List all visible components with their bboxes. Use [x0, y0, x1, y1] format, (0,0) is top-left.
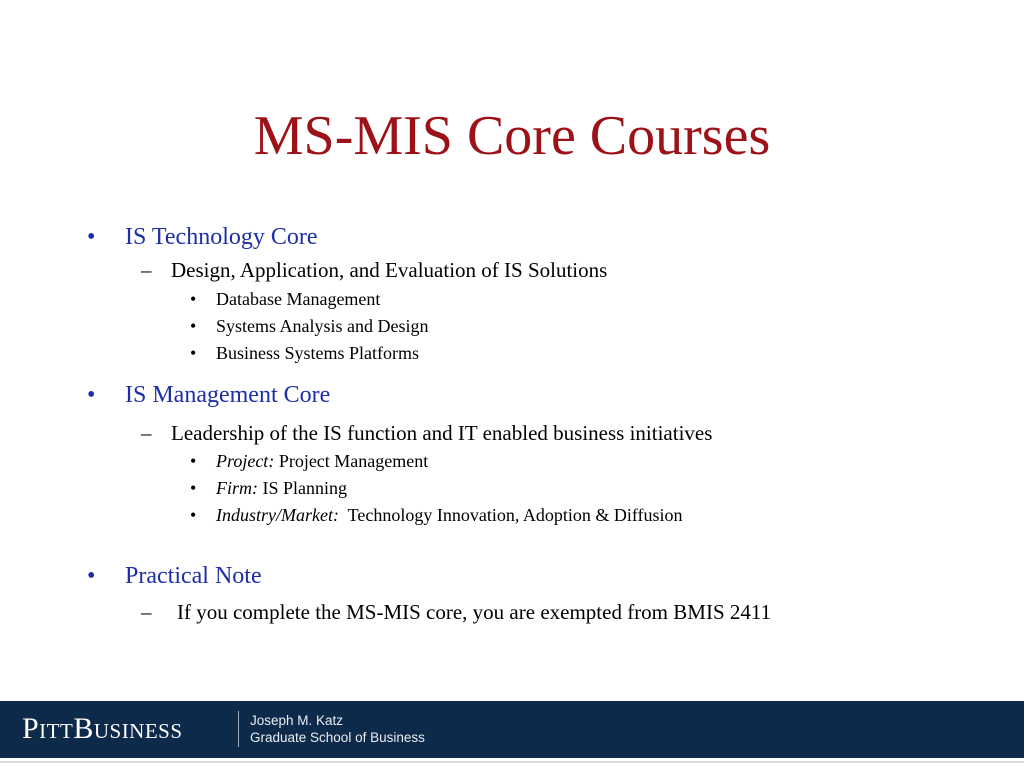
sub-point-3	[141, 600, 772, 625]
school-name	[250, 712, 425, 746]
list-item-text: Database Management	[216, 289, 381, 309]
item-text: Technology Innovation, Adoption & Diffusion	[347, 505, 683, 525]
list-item-text: Systems Analysis and Design	[216, 316, 429, 336]
footer-line	[0, 761, 1024, 763]
item-prefix: Firm:	[216, 478, 258, 498]
bullet-icon: •	[87, 224, 96, 250]
item-prefix: Industry/Market:	[216, 505, 339, 525]
list-item-text: Business Systems Platforms	[216, 343, 420, 363]
list-item	[190, 289, 381, 310]
section-2	[87, 382, 331, 409]
pitt-business-logo: PittBusiness	[22, 712, 183, 745]
dash-icon: –	[141, 258, 152, 282]
dash-icon: –	[141, 421, 152, 445]
bullet-icon: •	[190, 289, 197, 309]
bullet-icon: •	[190, 316, 197, 336]
item-text: Project Management	[278, 451, 429, 471]
list-item	[190, 505, 683, 526]
section-heading: Practical Note	[125, 563, 262, 589]
bullet-icon: •	[87, 382, 96, 408]
list-item	[190, 343, 420, 364]
item-text: IS Planning	[262, 478, 348, 498]
sub-point-2	[141, 421, 713, 446]
section-1	[87, 224, 318, 251]
section-heading: IS Management Core	[125, 382, 331, 408]
sub-point-1	[141, 258, 608, 283]
footer-strip	[0, 758, 1024, 768]
school-name-line1: Joseph M. Katz	[250, 713, 344, 728]
bullet-icon: •	[87, 563, 96, 589]
list-item-text	[216, 505, 683, 526]
list-item	[190, 478, 348, 499]
sub-point-text: Design, Application, and Evaluation of IS Solutions	[171, 258, 608, 282]
section-3	[87, 563, 262, 590]
item-prefix: Project:	[216, 451, 275, 471]
bullet-icon: •	[190, 505, 197, 525]
sub-point-text: If you complete the MS-MIS core, you are exempted from BMIS 2411	[177, 600, 772, 624]
school-name-line2: Graduate School of Business	[250, 730, 425, 745]
sub-point-text: Leadership of the IS function and IT enabled business initiatives	[171, 421, 713, 445]
bullet-icon: •	[190, 478, 197, 498]
list-item-text	[216, 478, 347, 499]
bullet-icon: •	[190, 451, 197, 471]
list-item	[190, 316, 429, 337]
logo-divider	[238, 711, 239, 747]
list-item	[190, 451, 429, 472]
slide-title: MS-MIS Core Courses	[253, 105, 771, 167]
dash-icon: –	[141, 600, 152, 624]
section-heading: IS Technology Core	[125, 224, 318, 250]
list-item-text	[216, 451, 428, 472]
bullet-icon: •	[190, 343, 197, 363]
